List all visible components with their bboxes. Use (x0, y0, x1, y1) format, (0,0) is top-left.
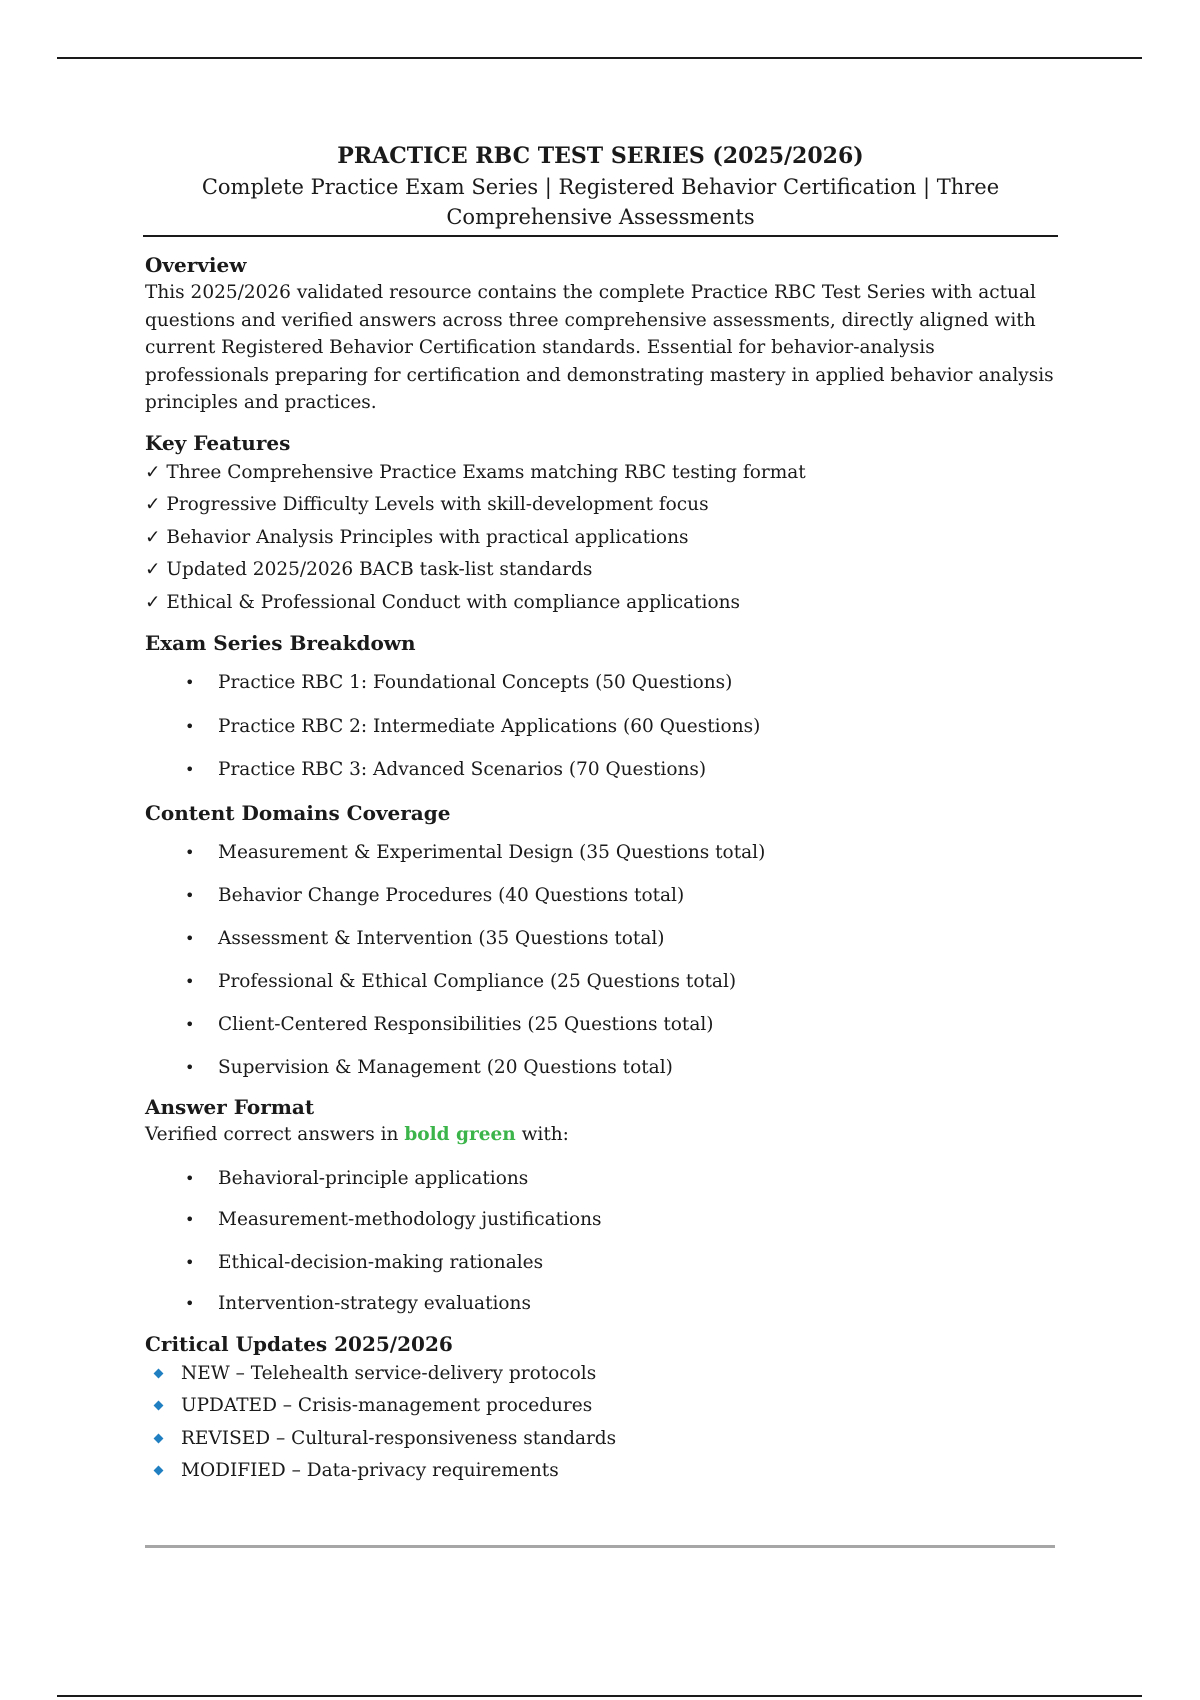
bullet-icon: • (185, 760, 195, 779)
list-item: • Measurement & Experimental Design (35 Questions total) (145, 839, 1058, 866)
document-subtitle: Complete Practice Exam Series | Registered Behavior Certification | Three Comprehensive Assessments (201, 175, 1000, 229)
answer-format-intro: Verified correct answers in bold green with: (145, 1124, 569, 1145)
list-item: • Measurement-methodology justifications (145, 1206, 1058, 1233)
update-item: MODIFIED – Data-privacy requirements (145, 1455, 1058, 1488)
update-item: REVISED – Cultural-responsiveness standards (145, 1423, 1058, 1456)
key-features-heading: Key Features (145, 430, 291, 455)
bullet-icon: • (185, 673, 195, 692)
list-item: • Ethical-decision-making rationales (145, 1249, 1058, 1276)
update-item: UPDATED – Crisis-management procedures (145, 1390, 1058, 1423)
feature-item: ✓ Progressive Difficulty Levels with skill-development focus (145, 494, 709, 515)
list-item: • Assessment & Intervention (35 Questions total) (145, 925, 1058, 952)
bold-green-highlight: bold green (404, 1124, 516, 1145)
critical-updates-section (145, 1330, 1058, 1488)
list-item: • Supervision & Management (20 Questions total) (145, 1054, 1058, 1081)
key-features-section (145, 429, 1058, 620)
diamond-bullet-icon (154, 1466, 164, 1476)
list-item: • Practice RBC 3: Advanced Scenarios (70 Questions) (145, 756, 1058, 783)
content-domains-list (145, 839, 1058, 1081)
section-end-rule (145, 1545, 1055, 1548)
exam-breakdown-section (145, 629, 1058, 783)
page-top-rule (57, 57, 1142, 59)
list-item: • Client-Centered Responsibilities (25 Questions total) (145, 1011, 1058, 1038)
title-block (143, 140, 1058, 237)
overview-section (145, 251, 1058, 417)
bullet-icon: • (185, 929, 195, 948)
list-item: • Professional & Ethical Compliance (25 Questions total) (145, 968, 1058, 995)
content-domains-section (145, 799, 1058, 1081)
answer-format-list (145, 1165, 1058, 1317)
feature-item: ✓ Updated 2025/2026 BACB task-list standards (145, 559, 593, 580)
bullet-icon: • (185, 1252, 195, 1272)
bullet-icon: • (185, 1209, 195, 1229)
update-item: NEW – Telehealth service-delivery protocols (145, 1358, 1058, 1391)
feature-item: ✓ Three Comprehensive Practice Exams matching RBC testing format (145, 461, 806, 483)
document-body (145, 140, 1058, 1488)
bullet-icon: • (185, 972, 195, 991)
bullet-icon: • (185, 1293, 195, 1313)
document-title: PRACTICE RBC TEST SERIES (2025/2026) (337, 143, 864, 169)
bullet-icon: • (185, 886, 195, 905)
list-item: • Practice RBC 1: Foundational Concepts (50 Questions) (145, 669, 1058, 696)
bullet-icon: • (185, 1015, 195, 1034)
list-item: • Behavioral-principle applications (145, 1165, 1058, 1192)
bullet-icon: • (185, 1168, 195, 1188)
diamond-bullet-icon (154, 1401, 164, 1411)
list-item: • Practice RBC 2: Intermediate Applications (60 Questions) (145, 713, 1058, 740)
critical-updates-heading: Critical Updates 2025/2026 (145, 1331, 453, 1356)
page-bottom-rule (57, 1695, 1142, 1697)
list-item: • Behavior Change Procedures (40 Questions total) (145, 882, 1058, 909)
answer-format-heading: Answer Format (145, 1095, 315, 1119)
answer-format-section (145, 1093, 1058, 1317)
exam-breakdown-heading: Exam Series Breakdown (145, 631, 416, 655)
bullet-icon: • (185, 717, 195, 736)
diamond-bullet-icon (154, 1433, 164, 1443)
bullet-icon: • (185, 1058, 195, 1077)
overview-heading: Overview (145, 253, 247, 277)
diamond-bullet-icon (154, 1368, 164, 1378)
exam-breakdown-list (145, 669, 1058, 783)
feature-item: ✓ Behavior Analysis Principles with practical applications (145, 526, 689, 548)
list-item: • Intervention-strategy evaluations (145, 1290, 1058, 1317)
bullet-icon: • (185, 843, 195, 862)
overview-text: This 2025/2026 validated resource contains the complete Practice RBC Test Series with actual questions and verified answers across three comprehensive assessments, directly aligned with current Registered Behavior Certification standards. Essential for behavior-analysis professionals preparing for certification and demonstrating mastery in applied behavior analysis principles and practices. (145, 282, 1054, 413)
feature-item: ✓ Ethical & Professional Conduct with compliance applications (145, 591, 741, 613)
content-domains-heading: Content Domains Coverage (145, 801, 451, 825)
